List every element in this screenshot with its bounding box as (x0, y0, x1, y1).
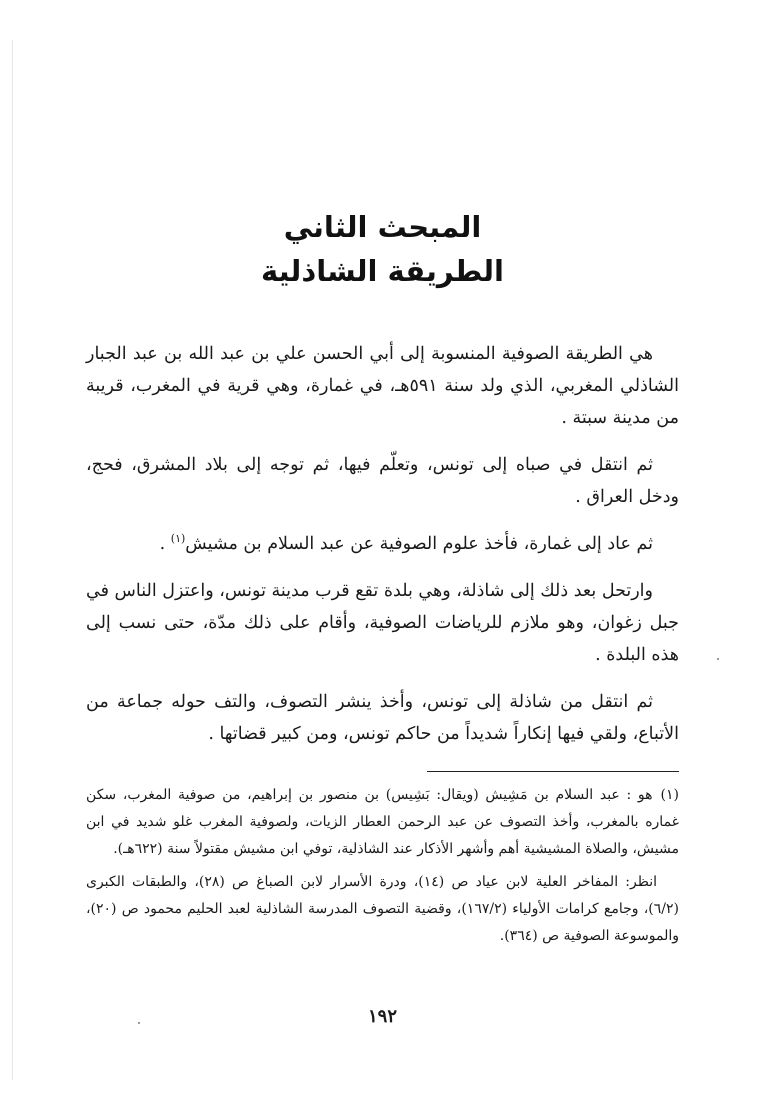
chapter-heading (0, 205, 765, 293)
footnote-marker: (١) (660, 787, 679, 803)
section-title: المبحث الثاني (283, 210, 482, 244)
paragraph-end: . (159, 534, 171, 554)
paragraph: وارتحل بعد ذلك إلى شاذلة، وهي بلدة تقع قرب مدينة تونس، واعتزل الناس في جبل زغوان، وهو ملازم للرياضات الصوفية، وأقام على ذلك مدّة، حتى نسب إلى هذه البلدة . (86, 581, 679, 665)
main-text (86, 338, 679, 765)
paragraph-with-footnote (86, 528, 679, 560)
page-number: ١٩٢ (367, 1006, 397, 1027)
footnote-reference[interactable]: (١) (170, 532, 186, 546)
paragraph-text: ثم عاد إلى غمارة، فأخذ علوم الصوفية عن عبد السلام بن مشيش (185, 534, 653, 554)
paragraph: هي الطريقة الصوفية المنسوبة إلى أبي الحسن علي بن عبد الله بن عبد الجبار الشاذلي المغربي، الذي ولد سنة ٥٩١هـ، في غمارة، وهي قرية في المغرب، قريبة من مدينة سبتة . (86, 344, 679, 428)
scan-line-left (12, 40, 13, 1080)
footnote-text: هو : عبد السلام بن مَشِيش (ويقال: بَشِيس) بن منصور بن إبراهيم، من صوفية المغرب، سكن غماره بالمغرب، وأخذ التصوف عن عبد الرحمن العطار الزيات، ولصوفية المغرب غلو شديد في ابن مشيش، والصلاة المشيشية أهم وأشهر الأذكار عند الشاذلية، توفي ابن مشيش مقتولاً سنة (٦٢٢هـ). (86, 787, 679, 857)
scan-speck (717, 658, 719, 660)
footnote-item (86, 782, 679, 863)
paragraph: ثم انتقل في صباه إلى تونس، وتعلّم فيها، ثم توجه إلى بلاد المشرق، فحج، ودخل العراق . (86, 455, 679, 507)
paragraph: ثم انتقل من شاذلة إلى تونس، وأخذ ينشر التصوف، والتف حوله جماعة من الأتباع، ولقي فيها إنكاراً شديداً من حاكم تونس، ومن كبير قضاتها . (86, 692, 679, 744)
footnote-sources: انظر: المفاخر العلية لابن عياد ص (١٤)، ودرة الأسرار لابن الصباغ ص (٢٨)، والطبقات الكبرى (٦/٢)، وجامع كرامات الأولياء (١٦٧/٢)، وقضية التصوف المدرسة الشاذلية لعبد الحليم محمود ص (٢٠)، والموسوعة الصوفية ص (٣٦٤). (86, 874, 679, 944)
footnote-separator (427, 771, 679, 772)
footnotes (86, 782, 679, 956)
topic-title: الطريقة الشاذلية (261, 254, 504, 288)
